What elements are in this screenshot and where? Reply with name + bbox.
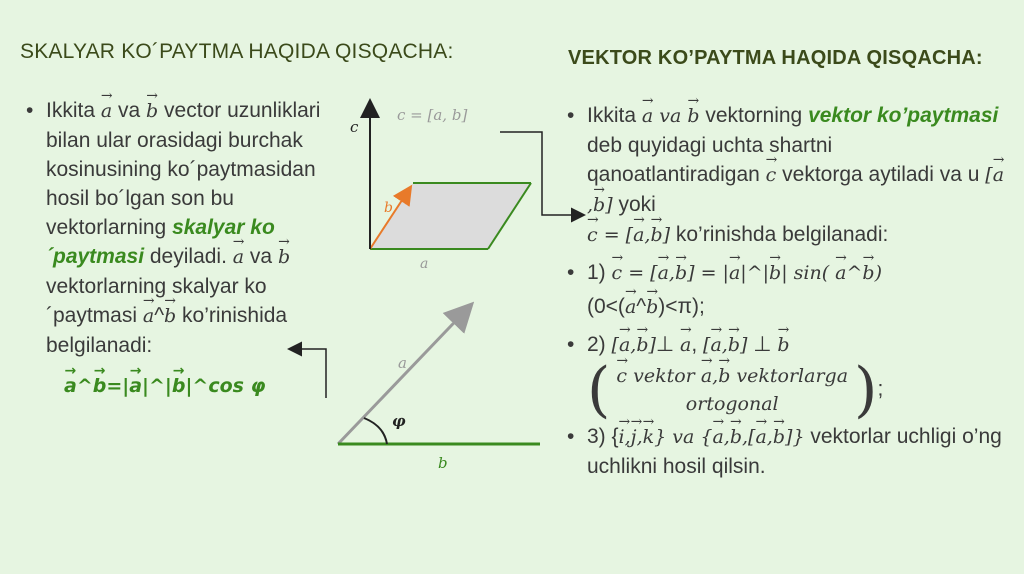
scalar-formula: a →^b →=|a →|^|b →|^cos φ [64, 372, 332, 401]
connector-arrow-left [290, 349, 326, 398]
vector-cond-2: • 2) [a →,b →]⊥ a →, [a →,b →] ⊥ b → [567, 330, 1007, 360]
label-a-angle: a [398, 354, 407, 372]
vector-cond-1-range: (0<(a →^b →)<π); [567, 292, 1007, 322]
vector-cond-2-text: ( c → vektor a →,b → vektorlarga ortogonal ); [567, 360, 1007, 420]
vector-cond-3: • 3) {i →,j →,k →} va {a →,b →,[a →,b →]} vektorlar uchligi o’ng uchlikni hosil qilsin. [567, 422, 1007, 481]
vector-term: vektor ko’paytmasi [808, 104, 999, 127]
scalar-bullet: • Ikkita a → va b → vector uzunliklari bilan ular orasidagi burchak kosinusining ko´paytmasidan hosil bo´lgan son bu vektorlarning skalyar ko´paytmasi deyiladi. a → va b → vektorlarning skalyar ko´paytmasi a →^b → ko’rinishida belgilanadi: [26, 96, 332, 360]
angle-arc [364, 418, 387, 444]
label-c-eq: c = [a, b] [397, 106, 468, 124]
right-title: VEKTOR KO’PAYTMA HAQIDA QISQACHA: [568, 47, 983, 69]
scalar-term: skalyar ko´paytmasi [46, 216, 275, 268]
vector-bullet-def: • Ikkita a → va b → vektorning vektor ko’paytmasi deb quyidagi uchta shartni qanoatlantiradigan c → vektorga aytiladi va u [a →,b →] yoki c → = [a →,b →] ko’rinishda belgilanadi: [567, 101, 1007, 250]
parallelogram [370, 183, 531, 249]
label-phi: φ [392, 412, 406, 430]
label-a-gray: a [420, 256, 429, 272]
vector-cond-1: • 1) c → = [a →,b →] = |a →|^|b →| sin( a →^b →) [567, 258, 1007, 288]
label-c: c [350, 118, 359, 136]
label-b-angle: b [438, 454, 448, 472]
label-b-orange: b [384, 200, 393, 216]
left-title: SKALYAR KO´PAYTMA HAQIDA QISQACHA: [20, 40, 454, 63]
